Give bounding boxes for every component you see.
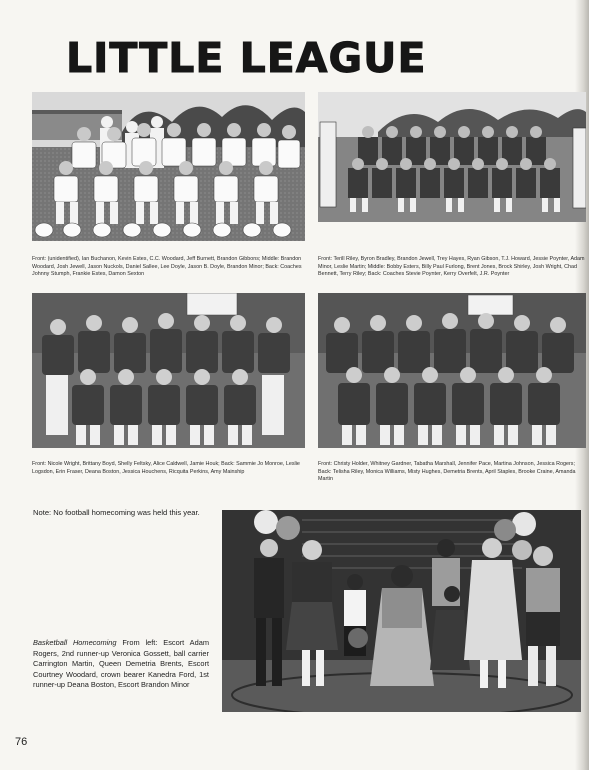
homecoming-caption-lead: Basketball Homecoming — [33, 638, 117, 647]
cheer-team-1-caption: Front: Nicole Wright, Brittany Boyd, Shelly Feltsky, Alice Caldwell, Jamie Houk; Back: Sammie Jo Monroe, Leslie Logsdon, Erin Fraser, Deana Boston, Jessica Houchens, Ricquita Perkins, Amy Mainship — [32, 461, 300, 475]
football-team-1-caption: Front: (unidentified), Ian Buchanon, Kevin Estes, C.C. Woodard, Jeff Burnett, Brandon Gibbons; Middle: Brandon Woodard, Josh Jewell, Jason Nuckols, Daniel Sallee, Lee Doyle, Jason B. Doyle, Brandon Minor; Back: Coaches Johnny Stumph, Frankie Estes, Damon Sexton — [32, 256, 302, 278]
homecoming-note: Note: No football homecoming was held this year. — [33, 508, 200, 517]
cheer-team-2-photo — [318, 293, 586, 448]
homecoming-caption — [33, 638, 209, 691]
homecoming-photo — [222, 510, 581, 712]
cheer-team-2-caption: Front: Christy Holder, Whitney Gardner, Tabatha Marshall, Jennifer Pace, Martina Johnson, Jessica Rogers; Back: Telisha Riley, Monica Williams, Misty Hughes, Demetria Brents, April Staples, Brooke Craine, Amanda Martin — [318, 461, 576, 483]
football-team-2-caption: Front: Terill Riley, Byron Bradley, Brandon Jewell, Trey Hayes, Ryan Gibson, T.J. Howard, Jessie Poynter, Adam Minor, Leslie Martin; Middle: Bobby Esters, Billy Paul Furlong, Brent Jones, Brock Shirley, Josh Wright, Chad Bennett, Terry Riley; Back: Coaches Stevie Poynter, Kerry Overfelt, J.R. Poynter — [318, 256, 585, 278]
homecoming-caption-text: From left: Escort Adam Rogers, 2nd runner-up Veronica Gossett, ball carrier Carrington Martin, Queen Demetria Brents, Escort Courtney Woodard, crown bearer Kanedra Ford, 1st runner-up Deana Boston, Escort Brandon Minor — [33, 638, 209, 690]
cheer-team-1-photo — [32, 293, 305, 448]
page-number: 76 — [15, 736, 28, 748]
page-title: LITTLE LEAGUE — [66, 34, 427, 82]
football-team-2-photo — [318, 92, 586, 222]
football-team-1-photo — [32, 92, 305, 241]
